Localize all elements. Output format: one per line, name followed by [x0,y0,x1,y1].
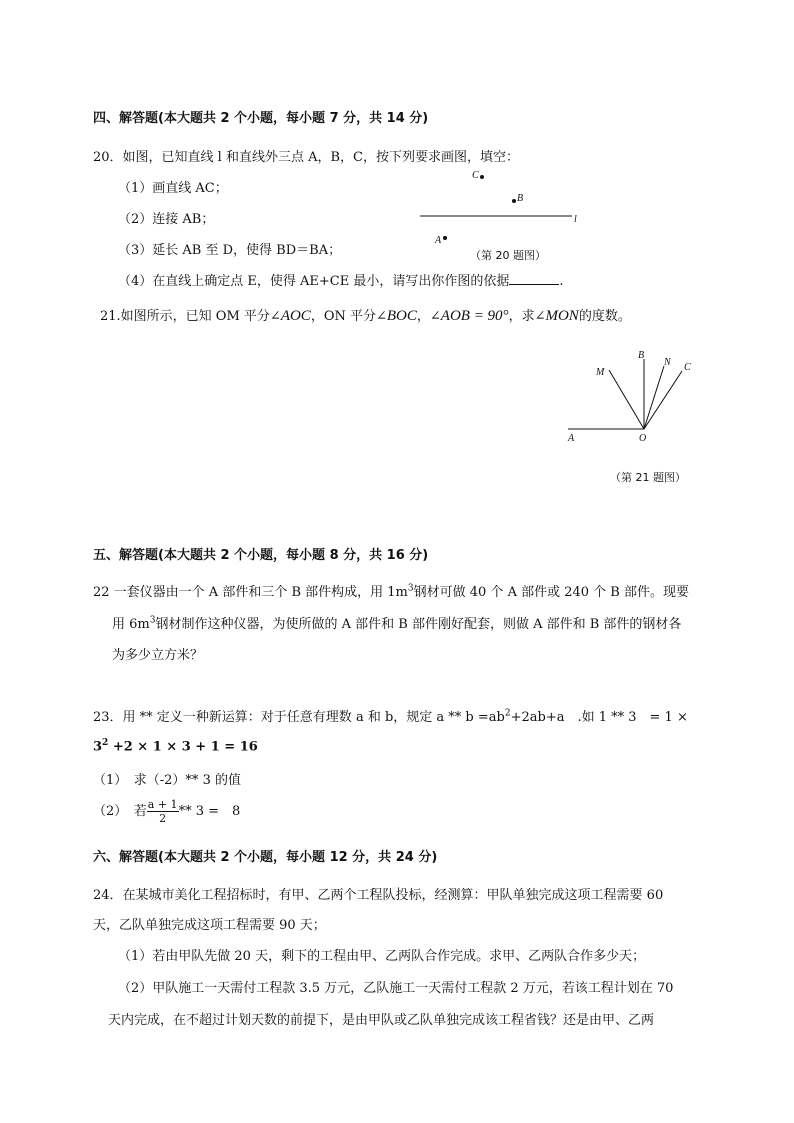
q21-figure-caption: （第 21 题图） [610,471,686,484]
label-a: A [435,235,442,246]
section-4-title: 四、解答题(本大题共 2 个小题，每小题 7 分，共 14 分) [93,111,429,126]
q23-line-2: $3^2 +2 \times 1 \times 3 + 1 = 16$ [93,738,258,755]
ray-on [644,366,664,429]
point-b [512,199,516,203]
q20-figure [410,160,600,260]
q24-line-2: 天，乙队单独完成这项工程需要 90 天； [93,918,326,933]
q20-stem: 20．如图，已知直线 l 和直线外三点 A，B，C，按下列要求画图，填空： [93,150,519,165]
q20-part1: （1）画直线 AC； [118,181,228,196]
label-b: B [517,193,524,204]
q24-part2-line-1: （2）甲队施工一天需付工程款 3.5 万元，乙队施工一天需付工程款 2 万元，若该工程计划在 70 [118,981,674,996]
label-m: M [596,367,605,378]
label-c: C [684,362,691,373]
q21-stem: 21.如图所示，已知 OM 平分∠AOC，ON 平分∠BOC，∠AOB = 90°，求∠MON的度数。 [100,308,631,324]
point-a [443,236,447,240]
ray-om [609,370,644,429]
q20-part2: （2）连接 AB； [118,212,215,227]
q20-part3: （3）延长 AB 至 D，使得 BD＝BA； [118,243,342,258]
label-a: A [568,433,575,444]
q24-part1: （1）若由甲队先做 20 天，剩下的工程由甲、乙两队合作完成。求甲、乙两队合作多少天； [118,949,646,964]
q21-figure [560,345,710,450]
q24-part2-line-2: 天内完成，在不超过计划天数的前提下，是由甲队或乙队单独完成该工程省钱？还是由甲、乙两 [108,1013,655,1028]
q23-part2: （2） 若 $\frac{a + 1}{2}$ ** 3 = 8 [93,798,241,825]
q23-line-1: 23．用 ** 定义一种新运算：对于任意有理数 a 和 b，规定 $a ** b =ab^2+2ab+a$ .如 1 ** 3 = 1 × [93,708,688,725]
fraction: $\frac{a + 1}{2}$ [147,798,178,825]
q22-line-1: 22 一套仪器由一个 A 部件和三个 B 部件构成，用 $1m^3$钢材可做 40 个 A 部件或 240 个 B 部件。现要 [93,583,689,600]
angle-mon: MON [545,308,579,324]
ray-oc [644,371,682,429]
label-l: l [574,214,577,225]
label-b: B [638,350,645,361]
q22-line-2: 用 $6m^3$钢材制作这种仪器，为使所做的 A 部件和 B 部件刚好配套，则做 A 部件和 B 部件的钢材各 [112,615,682,632]
section-5-title: 五、解答题(本大题共 2 个小题，每小题 8 分，共 16 分) [93,548,429,563]
q23-part1: （1） 求（-2）** 3 的值 [93,773,241,788]
q20-figure-caption: （第 20 题图） [470,249,546,262]
angle-boc: BOC [386,308,417,324]
q22-line-3: 为多少立方米？ [112,648,204,663]
q20-part4: （4）在直线上确定点 E，使得 AE+CE 最小，请写出你作图的依据 . [118,274,564,289]
angle-aob-equation: AOB = 90° [440,308,509,324]
q24-line-1: 24．在某城市美化工程招标时，有甲、乙两个工程队投标，经测算：甲队单独完成这项工程需要 60 [93,888,664,903]
angle-aoc: AOC [280,308,311,324]
q20-part4-text: （4）在直线上确定点 E，使得 AE+CE 最小，请写出你作图的依据 [118,274,510,289]
answer-blank [509,272,559,285]
section-6-title: 六、解答题(本大题共 2 个小题，每小题 12 分，共 24 分) [93,850,438,865]
label-c: C [472,170,479,181]
label-o: O [639,433,647,444]
label-n: N [664,357,671,368]
point-c [480,175,484,179]
